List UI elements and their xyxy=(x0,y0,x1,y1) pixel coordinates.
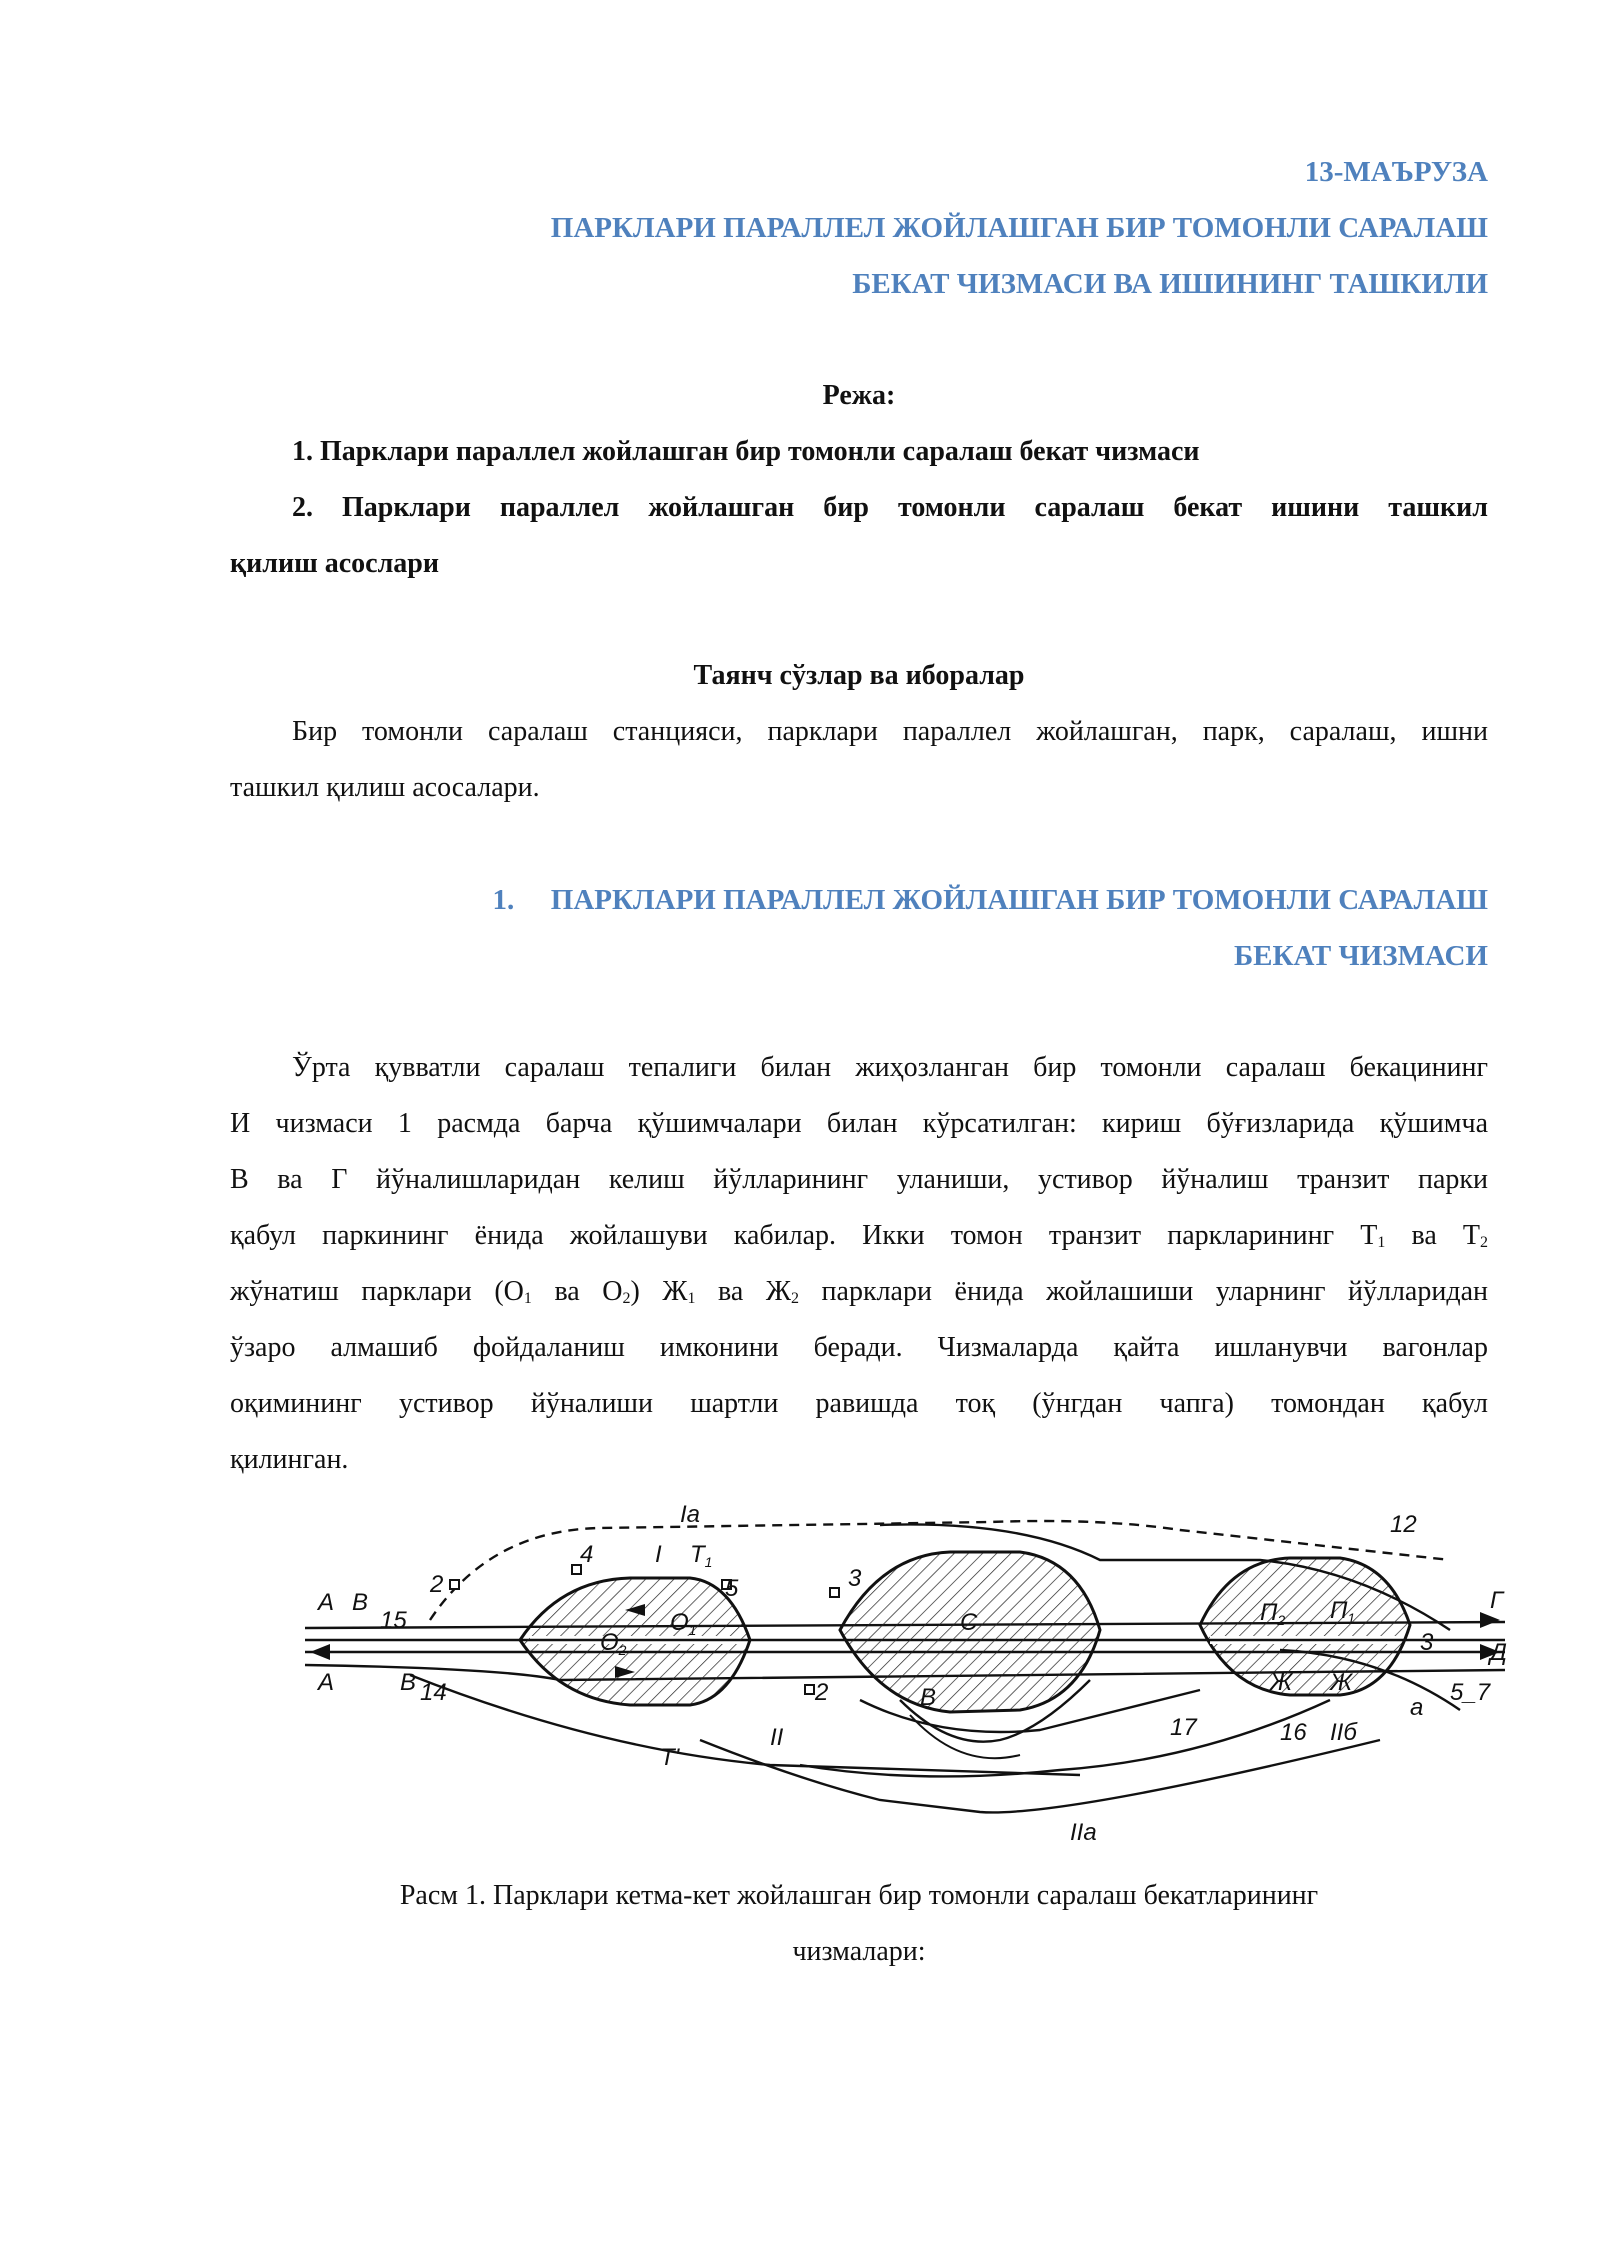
label-ii: ІІ xyxy=(770,1724,784,1751)
body-line8: қилинган. xyxy=(230,1444,349,1475)
label-3b: 3 xyxy=(1420,1629,1434,1656)
label-b-top: В xyxy=(352,1589,369,1616)
plan-item-2-line2: қилиш асослари xyxy=(230,548,440,579)
label-4: 4 xyxy=(580,1541,594,1568)
label-zh1: Ж xyxy=(1270,1669,1293,1696)
label-o1: $О_1$ xyxy=(670,1609,697,1638)
label-b-bottom: В xyxy=(400,1669,417,1696)
label-d: Д xyxy=(1490,1639,1507,1666)
label-5-7: 5_7 xyxy=(1450,1679,1491,1706)
plan-item-2-line1: 2. Парклари параллел жойлашган бир томонли саралаш бекат ишини ташкил xyxy=(292,492,1488,523)
lecture-title-line2: БЕКАТ ЧИЗМАСИ ВА ИШИНИНГ ТАШКИЛИ xyxy=(852,268,1488,300)
label-14: 14 xyxy=(420,1679,447,1706)
label-zh2: Ж xyxy=(1330,1669,1353,1696)
label-iib: ІІб xyxy=(1330,1719,1357,1746)
lecture-number: 13-МАЪРУЗА xyxy=(1304,156,1488,188)
plan-heading: Режа: xyxy=(822,380,896,411)
label-g: Г xyxy=(1490,1587,1504,1614)
park-p xyxy=(1200,1558,1410,1695)
keywords-heading: Таянч сўзлар ва иборалар xyxy=(693,660,1025,691)
section1-title-text: ПАРКЛАРИ ПАРАЛЛЕЛ ЖОЙЛАШГАН БИР ТОМОНЛИ САРАЛАШ xyxy=(550,884,1488,916)
section1-number: 1. xyxy=(492,884,515,916)
body-line2: И чизмаси 1 расмда барча қўшимчалари билан кўрсатилган: кириш бўғизларида қўшимча xyxy=(230,1108,1488,1139)
body-line5: жўнатиш парклари ($О_1$ ва $О_2$) $Ж_1$ ва $Ж_2$ парклари ёнида жойлашиши уларнинг йўлларидан xyxy=(230,1276,1489,1307)
label-t-prime: Т' xyxy=(660,1744,680,1771)
label-5: 5 xyxy=(725,1575,739,1602)
figure-caption-line1: Расм 1. Парклари кетма-кет жойлашган бир томонли саралаш бекатларининг xyxy=(399,1880,1319,1911)
label-17: 17 xyxy=(1170,1714,1197,1741)
label-v: В xyxy=(920,1684,937,1711)
label-ia: Іа xyxy=(680,1501,701,1528)
station-diagram xyxy=(300,1500,1510,1860)
label-p1: $П_1$ xyxy=(1330,1597,1356,1626)
label-i1: І xyxy=(655,1541,662,1568)
keywords-line1: Бир томонли саралаш станцияси, парклари параллел жойлашган, парк, саралаш, ишни xyxy=(292,716,1488,747)
label-iia: ІІа xyxy=(1070,1819,1097,1846)
label-a-bottom: А xyxy=(318,1669,335,1696)
label-c: С xyxy=(960,1609,978,1636)
label-3: 3 xyxy=(848,1565,862,1592)
label-a-top: А xyxy=(318,1589,335,1616)
body-line7: оқимининг устивор йўналиши шартли равишда тоқ (ўнгдан чапга) томондан қабул xyxy=(230,1388,1488,1419)
label-a-small: а xyxy=(1410,1694,1424,1721)
label-t1: $Т_1$ xyxy=(690,1541,713,1570)
label-16: 16 xyxy=(1280,1719,1307,1746)
body-line4: қабул паркининг ёнида жойлашуви кабилар. Икки томон транзит паркларининг $Т_1$ ва $Т_2$ xyxy=(230,1220,1488,1251)
label-2b: 2 xyxy=(815,1679,829,1706)
label-15: 15 xyxy=(380,1607,407,1634)
label-p2: $П_2$ xyxy=(1260,1599,1286,1628)
section1-title-line1 xyxy=(493,880,1488,920)
label-2a: 2 xyxy=(430,1571,444,1598)
keywords-line2: ташкил қилиш асосалари. xyxy=(230,772,540,803)
label-o2: $О_2$ xyxy=(600,1629,627,1658)
body-line6: ўзаро алмашиб фойдаланиш имконини беради. Чизмаларда қайта ишланувчи вагонлар xyxy=(230,1332,1488,1363)
label-12: 12 xyxy=(1390,1511,1417,1538)
body-line3: В ва Г йўналишларидан келиш йўлларининг уланиши, устивор йўналиш транзит парки xyxy=(230,1164,1488,1195)
body-line1: Ўрта қувватли саралаш тепалиги билан жиҳозланган бир томонли саралаш бекацининг xyxy=(292,1052,1488,1083)
figure-caption-line2: чизмалари: xyxy=(792,1936,926,1967)
lecture-title-line1: ПАРКЛАРИ ПАРАЛЛЕЛ ЖОЙЛАШГАН БИР ТОМОНЛИ САРАЛАШ xyxy=(550,212,1488,244)
plan-item-1: 1. Парклари параллел жойлашган бир томонли саралаш бекат чизмаси xyxy=(292,436,1200,467)
section1-title-line2: БЕКАТ ЧИЗМАСИ xyxy=(1233,940,1488,972)
